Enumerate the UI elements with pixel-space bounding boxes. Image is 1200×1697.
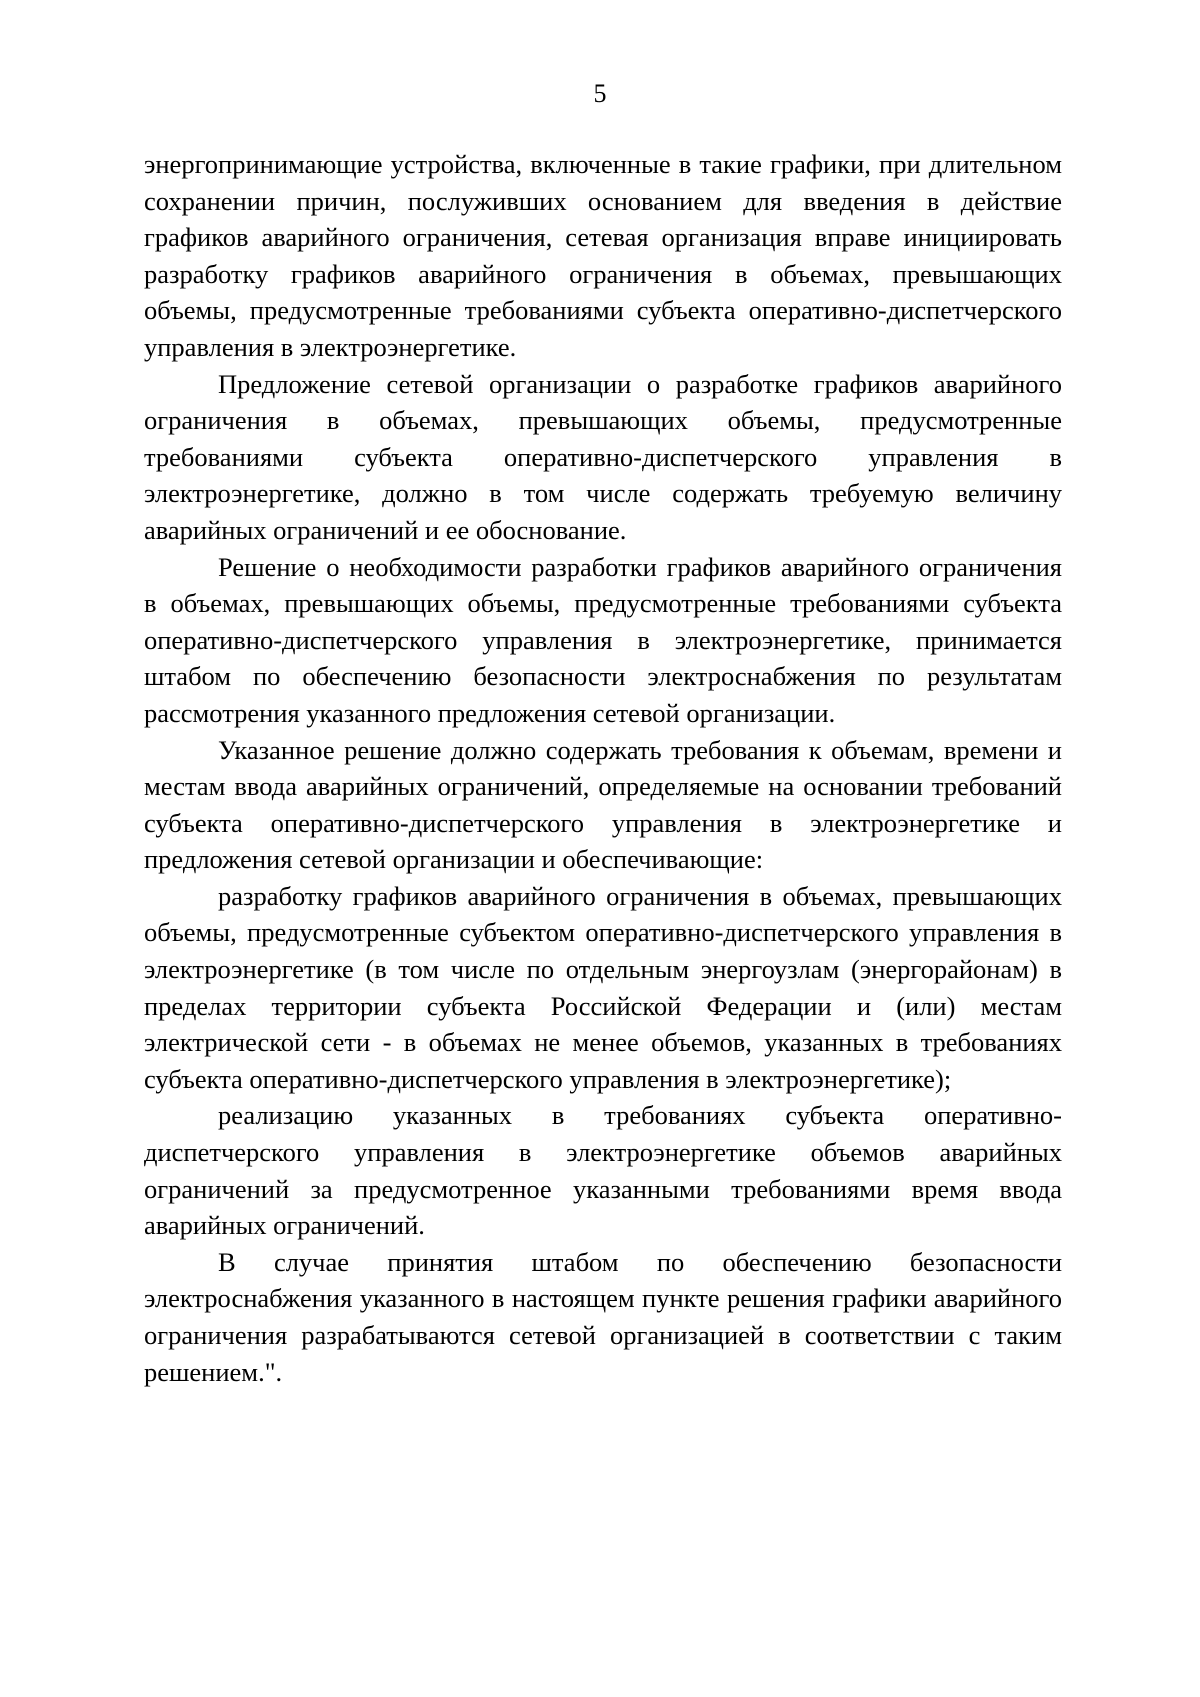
page-number: 5 <box>593 79 607 108</box>
paragraph-item-development: разработку графиков аварийного ограничения в объемах, превышающих объемы, предусмотренные субъектом оперативно-диспетчерского управления в электроэнергетике (в том числе по отдельным энергоузлам (энергорайонам) в пределах территории субъекта Российской Федерации и (или) местам электрической сети - в объемах не менее объемов, указанных в требованиях субъекта оперативно-диспетчерского управления в электроэнергетике); <box>144 880 1062 1094</box>
paragraph-decision-requirements: Указанное решение должно содержать требования к объемам, времени и местам ввода аварийных ограничений, определяемые на основании требований субъекта оперативно-диспетчерского управления в электроэнергетике и предложения сетевой организации и обеспечивающие: <box>144 734 1062 875</box>
document-body <box>144 146 1062 1390</box>
paragraph-item-implementation: реализацию указанных в требованиях субъекта оперативно-диспетчерского управления в электроэнергетике объемов аварийных ограничений за предусмотренное указанными требованиями время ввода аварийных ограничений. <box>144 1100 1062 1241</box>
paragraph-continuation: энергопринимающие устройства, включенные в такие графики, при длительном сохранении причин, послуживших основанием для введения в действие графиков аварийного ограничения, сетевая организация вправе инициировать разработку графиков аварийного ограничения в объемах, превышающих объемы, предусмотренные требованиями субъекта оперативно-диспетчерского управления в электроэнергетике. <box>144 149 1062 362</box>
paragraph-decision: Решение о необходимости разработки графиков аварийного ограничения в объемах, превышающих объемы, предусмотренные требованиями субъекта оперативно-диспетчерского управления в электроэнергетике, принимается штабом по обеспечению безопасности электроснабжения по результатам рассмотрения указанного предложения сетевой организации. <box>144 551 1062 728</box>
paragraph-final: В случае принятия штабом по обеспечению безопасности электроснабжения указанного в настоящем пункте решения графики аварийного ограничения разрабатываются сетевой организацией в соответствии с таким решением.". <box>144 1246 1062 1387</box>
paragraph-proposal: Предложение сетевой организации о разработке графиков аварийного ограничения в объемах, превышающих объемы, предусмотренные требованиями субъекта оперативно-диспетчерского управления в электроэнергетике, должно в том числе содержать требуемую величину аварийных ограничений и ее обоснование. <box>144 368 1062 545</box>
